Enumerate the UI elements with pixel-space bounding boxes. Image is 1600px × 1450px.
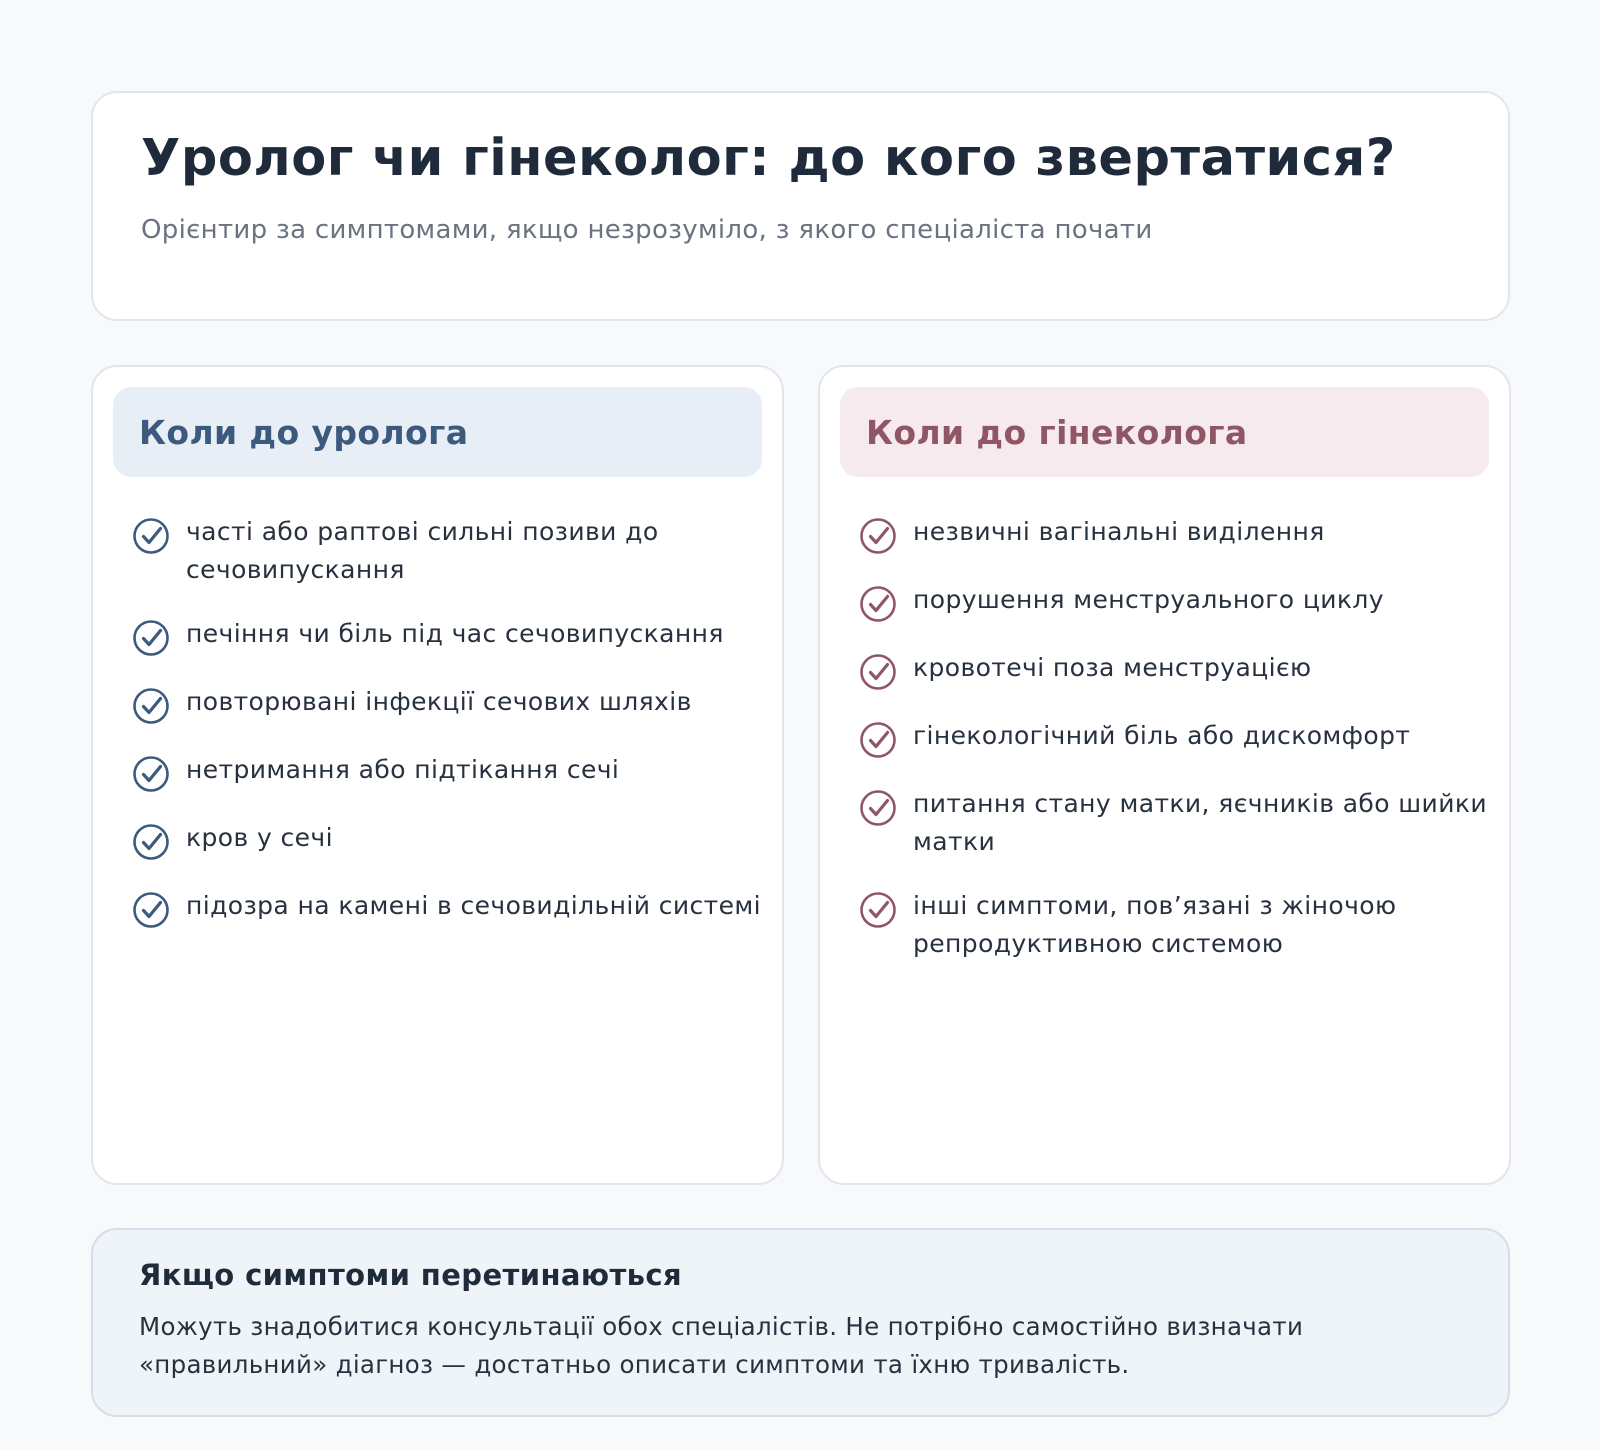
urologist-panel-header bbox=[113, 387, 762, 477]
header-card bbox=[91, 91, 1510, 321]
gynecologist-symptom-item bbox=[859, 649, 1489, 691]
gynecologist-heading: Коли до гінеколога bbox=[866, 412, 1248, 452]
gynecologist-symptom-item bbox=[859, 581, 1489, 623]
check-circle-icon bbox=[859, 653, 897, 691]
urologist-symptom-item bbox=[132, 887, 762, 929]
urologist-symptom-text: печіння чи біль під час сечовипускання bbox=[186, 619, 724, 648]
check-circle-icon bbox=[132, 619, 170, 657]
urologist-heading: Коли до уролога bbox=[139, 412, 469, 452]
check-circle-icon bbox=[132, 517, 170, 555]
urologist-symptom-text: повторювані інфекції сечових шляхів bbox=[186, 687, 692, 716]
gynecologist-symptom-text: порушення менструального циклу bbox=[913, 585, 1384, 614]
gynecologist-symptom-item bbox=[859, 717, 1489, 759]
check-circle-icon bbox=[132, 823, 170, 861]
gynecologist-symptom-list bbox=[840, 513, 1489, 963]
overlap-note bbox=[91, 1228, 1510, 1417]
urologist-symptom-item bbox=[132, 751, 762, 793]
urologist-symptom-item bbox=[132, 513, 762, 589]
gynecologist-panel-header bbox=[840, 387, 1489, 477]
check-circle-icon bbox=[859, 789, 897, 827]
check-circle-icon bbox=[859, 721, 897, 759]
gynecologist-symptom-text: гінекологічний біль або дискомфорт bbox=[913, 721, 1411, 750]
urologist-symptom-text: нетримання або підтікання сечі bbox=[186, 755, 620, 784]
note-title: Якщо симптоми перетинаються bbox=[139, 1258, 683, 1292]
urologist-panel bbox=[91, 365, 784, 1185]
check-circle-icon bbox=[859, 517, 897, 555]
urologist-symptom-text: підозра на камені в сечовидільній системі bbox=[186, 891, 761, 920]
check-circle-icon bbox=[132, 891, 170, 929]
check-circle-icon bbox=[132, 755, 170, 793]
gynecologist-symptom-text: інші симптоми, пов’язані з жіночою репродуктивною системою bbox=[913, 891, 1397, 958]
gynecologist-symptom-text: незвичні вагінальні виділення bbox=[913, 517, 1325, 546]
urologist-symptom-item bbox=[132, 819, 762, 861]
check-circle-icon bbox=[132, 687, 170, 725]
urologist-symptom-list bbox=[113, 513, 762, 929]
urologist-symptom-item bbox=[132, 615, 762, 657]
urologist-symptom-text: часті або раптові сильні позиви до сечовипускання bbox=[186, 517, 659, 584]
gynecologist-symptom-item bbox=[859, 887, 1489, 963]
gynecologist-panel bbox=[818, 365, 1511, 1185]
gynecologist-symptom-item bbox=[859, 513, 1489, 555]
page-subtitle: Орієнтир за симптомами, якщо незрозуміло, з якого спеціаліста почати bbox=[141, 215, 1153, 246]
gynecologist-symptom-text: кровотечі поза менструацією bbox=[913, 653, 1312, 682]
check-circle-icon bbox=[859, 891, 897, 929]
gynecologist-symptom-text: питання стану матки, яєчників або шийки матки bbox=[913, 789, 1487, 856]
page-title: Уролог чи гінеколог: до кого звертатися? bbox=[141, 129, 1396, 188]
gynecologist-symptom-item bbox=[859, 785, 1489, 861]
urologist-symptom-text: кров у сечі bbox=[186, 823, 333, 852]
check-circle-icon bbox=[859, 585, 897, 623]
urologist-symptom-item bbox=[132, 683, 762, 725]
note-text: Можуть знадобитися консультації обох спеціалістів. Не потрібно самостійно визначати «правильний» діагноз — достатньо описати симптоми та їхню тривалість. bbox=[139, 1312, 1304, 1379]
